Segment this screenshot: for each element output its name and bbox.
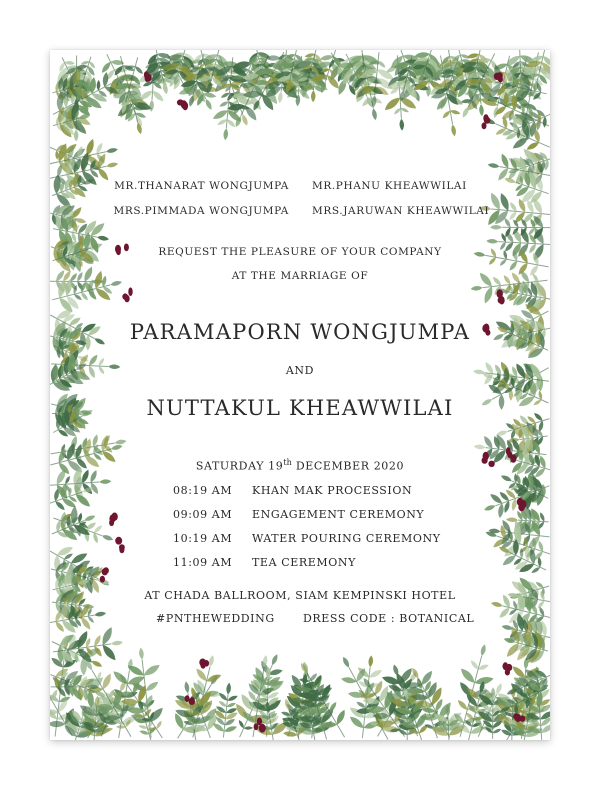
schedule-row bbox=[173, 506, 441, 530]
schedule-row bbox=[173, 530, 441, 554]
bride-parents bbox=[113, 174, 289, 224]
groom-parents bbox=[312, 174, 489, 224]
dress-code: DRESS CODE : BOTANICAL bbox=[303, 612, 475, 625]
schedule-list bbox=[173, 482, 441, 578]
invitation-card bbox=[50, 50, 550, 740]
marriage-line: AT THE MARRIAGE OF bbox=[231, 270, 369, 282]
request-line: REQUEST THE PLEASURE OF YOUR COMPANY bbox=[158, 246, 442, 258]
schedule-event: KHAN MAK PROCESSION bbox=[252, 484, 413, 497]
schedule-row bbox=[173, 554, 441, 578]
schedule-time: 08:19 AM bbox=[173, 484, 233, 497]
schedule-time: 10:19 AM bbox=[173, 532, 233, 545]
groom-mother-name: MRS.JARUWAN KHEAWWILAI bbox=[312, 205, 490, 217]
venue-line: AT CHADA BALLROOM, SIAM KEMPINSKI HOTEL bbox=[144, 589, 456, 602]
bride-name: PARAMAPORN WONGJUMPA bbox=[129, 320, 471, 344]
schedule-event: ENGAGEMENT CEREMONY bbox=[252, 508, 425, 521]
schedule-time: 11:09 AM bbox=[173, 556, 233, 569]
hashtag: #PNTHEWEDDING bbox=[156, 612, 275, 625]
and-word: AND bbox=[285, 364, 315, 377]
groom-name: NUTTAKUL KHEAWWILAI bbox=[146, 396, 454, 420]
schedule-row bbox=[173, 482, 441, 506]
date-month-year: DECEMBER 2020 bbox=[295, 459, 405, 473]
date-weekday-day: SATURDAY 19 bbox=[195, 459, 284, 473]
invitation-text bbox=[50, 50, 550, 740]
date-ordinal-suffix: th bbox=[283, 458, 292, 467]
wedding-date bbox=[50, 458, 550, 473]
schedule-event: WATER POURING CEREMONY bbox=[252, 532, 441, 545]
groom-father-name: MR.PHANU KHEAWWILAI bbox=[312, 180, 467, 192]
schedule-event: TEA CEREMONY bbox=[252, 556, 356, 569]
bride-father-name: MR.THANARAT WONGJUMPA bbox=[114, 180, 289, 192]
schedule-time: 09:09 AM bbox=[173, 508, 233, 521]
bride-mother-name: MRS.PIMMADA WONGJUMPA bbox=[113, 205, 289, 217]
